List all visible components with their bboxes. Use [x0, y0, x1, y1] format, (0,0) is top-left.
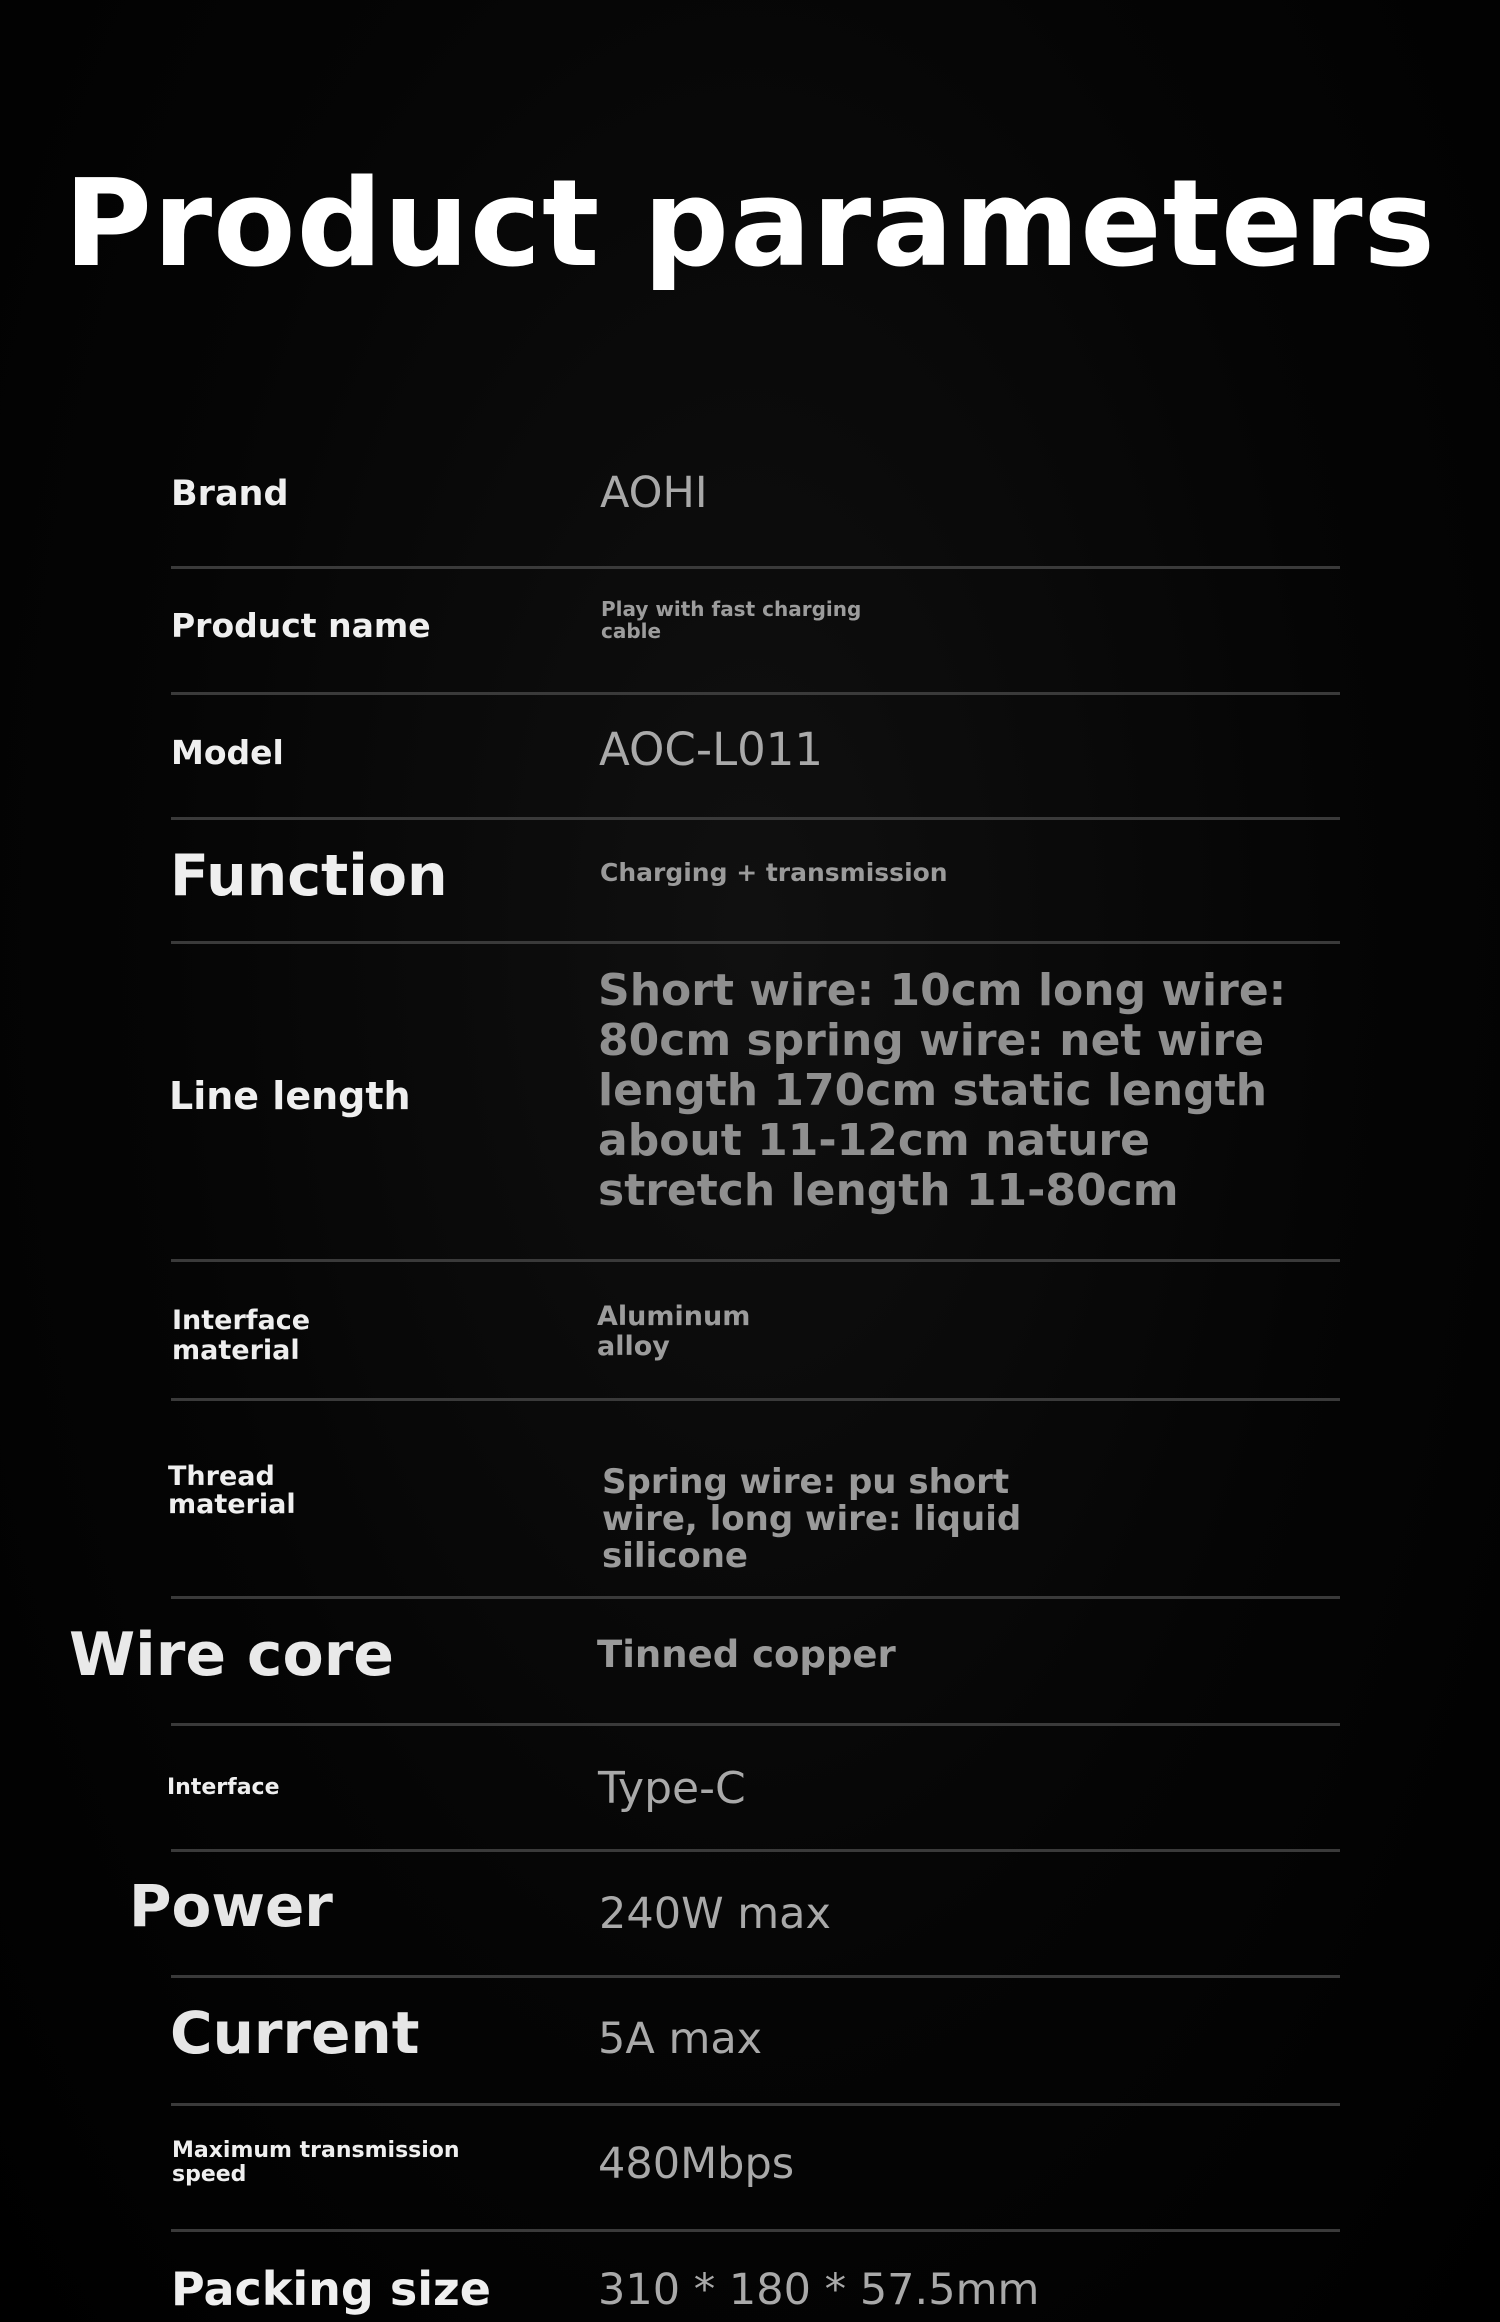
row-divider: [171, 566, 1340, 569]
wire-core-label: Wire core: [69, 1620, 394, 1690]
model-label: Model: [171, 733, 284, 772]
row-divider: [171, 941, 1340, 944]
current-label: Current: [170, 1999, 420, 2067]
packing-size-label: Packing size: [171, 2262, 491, 2316]
model-value: AOC-L011: [599, 723, 824, 776]
row-divider: [171, 1596, 1340, 1599]
brand-value: AOHI: [600, 468, 708, 518]
row-divider: [171, 1723, 1340, 1726]
line-length-value: Short wire: 10cm long wire: 80cm spring wire: net wire length 170cm static length about 11-12cm nature stretch length 11-80cm: [598, 965, 1287, 1216]
max-transmission-speed-label: Maximum transmission speed: [172, 2138, 460, 2187]
interface-material-label: Interface material: [172, 1305, 311, 1366]
interface-label: Interface: [167, 1775, 280, 1800]
product-name-label: Product name: [171, 606, 431, 645]
current-value: 5A max: [598, 2014, 763, 2064]
row-divider: [171, 1259, 1340, 1262]
line-length-label: Line length: [169, 1074, 411, 1118]
page-title: Product parameters: [64, 155, 1436, 294]
row-divider: [171, 2229, 1340, 2232]
thread-material-label: Thread material: [168, 1461, 296, 1520]
power-label: Power: [129, 1872, 333, 1940]
row-divider: [171, 1975, 1340, 1978]
wire-core-value: Tinned copper: [597, 1633, 896, 1676]
row-divider: [171, 817, 1340, 820]
brand-label: Brand: [171, 474, 289, 514]
row-divider: [171, 1849, 1340, 1852]
max-transmission-speed-value: 480Mbps: [598, 2139, 795, 2189]
power-value: 240W max: [599, 1889, 831, 1939]
packing-size-value: 310 * 180 * 57.5mm: [598, 2265, 1040, 2315]
row-divider: [171, 2103, 1340, 2106]
function-value: Charging + transmission: [600, 858, 948, 887]
interface-value: Type-C: [598, 1763, 746, 1814]
row-divider: [171, 1398, 1340, 1401]
row-divider: [171, 692, 1340, 695]
thread-material-value: Spring wire: pu short wire, long wire: liquid silicone: [602, 1462, 1022, 1576]
function-label: Function: [170, 843, 448, 909]
interface-material-value: Aluminum alloy: [597, 1301, 751, 1362]
product-name-value: Play with fast charging cable: [601, 597, 862, 643]
